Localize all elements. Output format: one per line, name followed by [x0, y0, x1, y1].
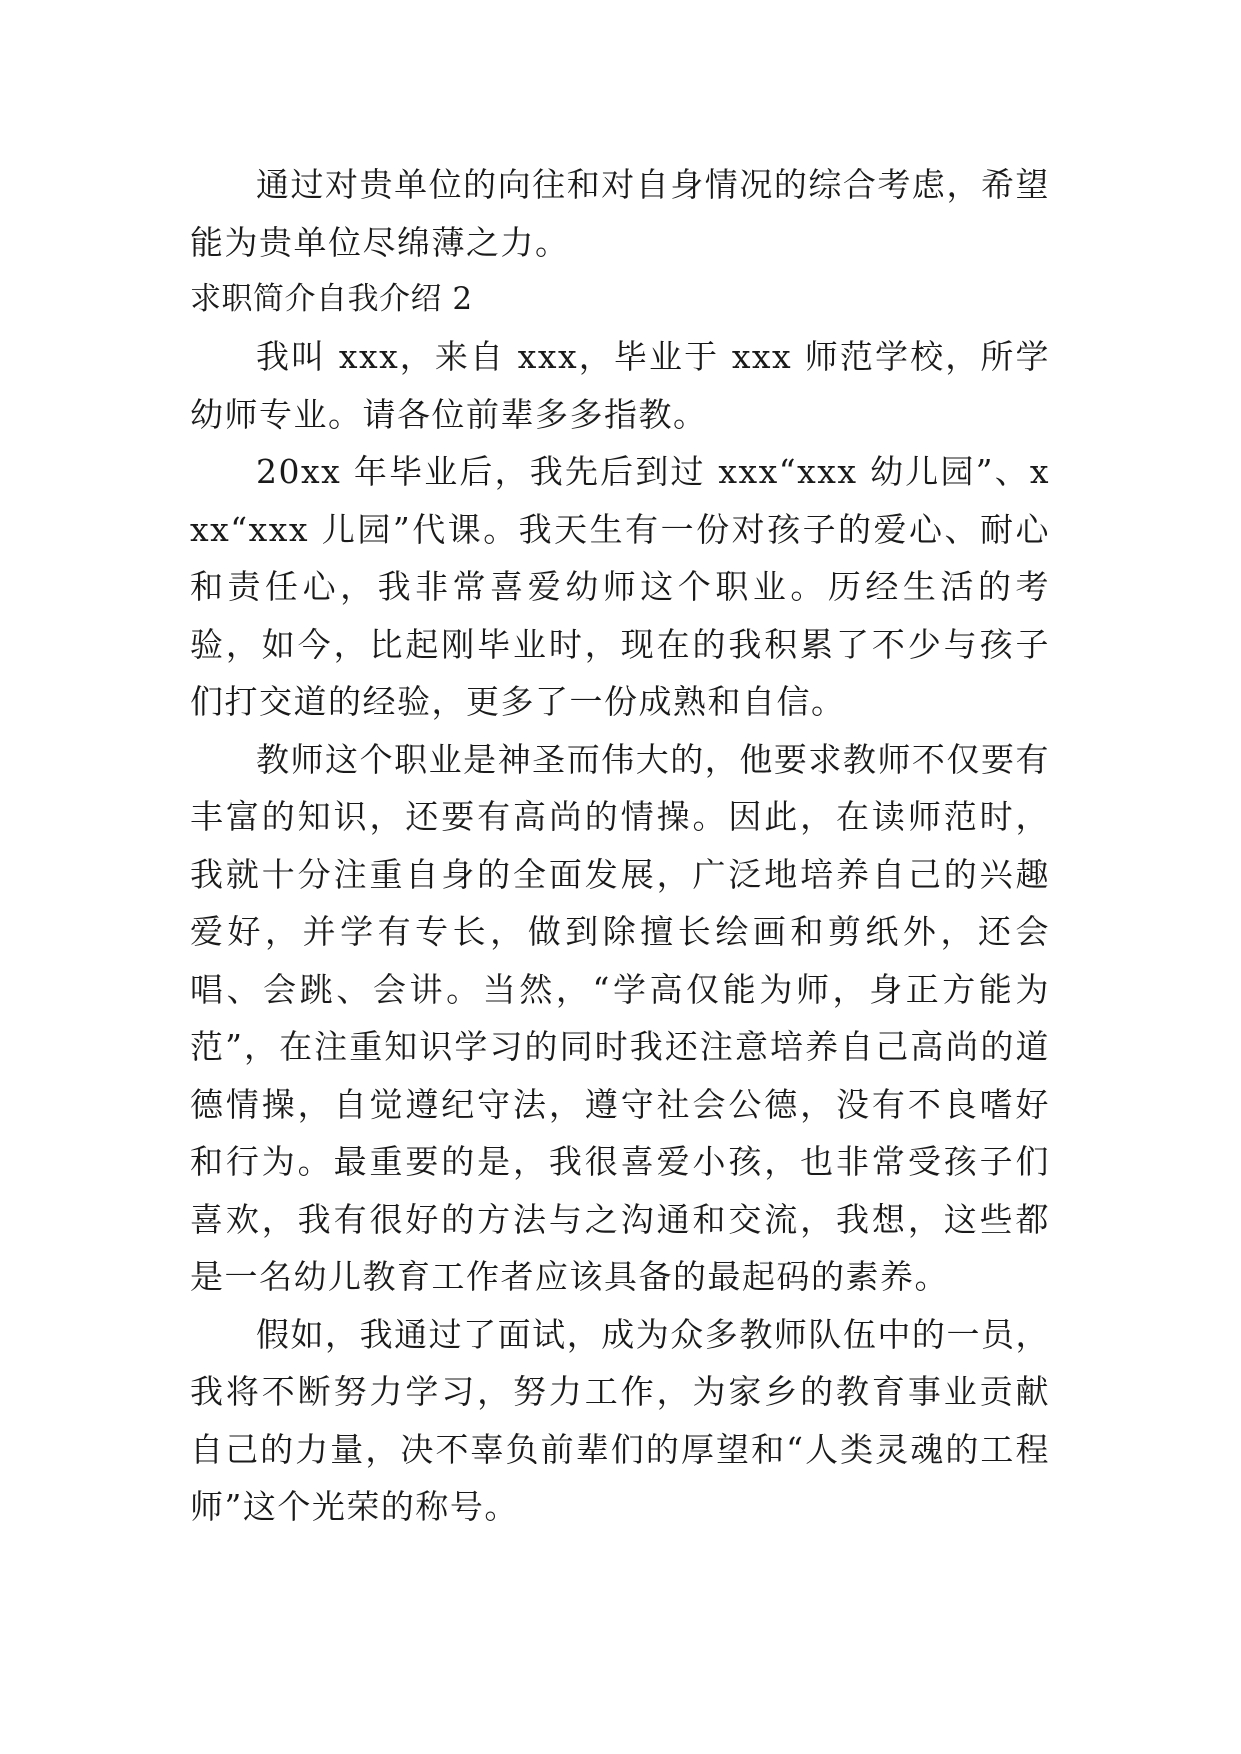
intro-paragraph: 我叫 xxx，来自 xxx，毕业于 xxx 师范学校，所学幼师专业。请各位前辈多多指教。: [190, 337, 1050, 434]
experience-paragraph: 20xx 年毕业后，我先后到过 xxx“xxx 幼儿园”、xxx“xxx 儿园”代课。我天生有一份对孩子的爱心、耐心和责任心，我非常喜爱幼师这个职业。历经生活的考验，如今，比起刚毕业时，现在的我积累了不少与孩子们打交道的经验，更多了一份成熟和自信。: [190, 452, 1050, 721]
document-body: [190, 156, 1050, 1536]
qualities-paragraph: 教师这个职业是神圣而伟大的，他要求教师不仅要有丰富的知识，还要有高尚的情操。因此，在读师范时，我就十分注重自身的全面发展，广泛地培养自己的兴趣爱好，并学有专长，做到除擅长绘画和剪纸外，还会唱、会跳、会讲。当然，“学高仅能为师，身正方能为范”，在注重知识学习的同时我还注意培养自己高尚的道德情操，自觉遵纪守法，遵守社会公德，没有不良嗜好和行为。最重要的是，我很喜爱小孩，也非常受孩子们喜欢，我有很好的方法与之沟通和交流，我想，这些都是一名幼儿教育工作者应该具备的最起码的素养。: [190, 739, 1050, 1296]
closing-paragraph: 通过对贵单位的向往和对自身情况的综合考虑，希望能为贵单位尽绵薄之力。: [190, 165, 1050, 262]
section-heading: 求职简介自我介绍 2: [190, 281, 473, 317]
commitment-paragraph: 假如，我通过了面试，成为众多教师队伍中的一员，我将不断努力学习，努力工作，为家乡的教育事业贡献自己的力量，决不辜负前辈们的厚望和“人类灵魂的工程师”这个光荣的称号。: [190, 1314, 1050, 1526]
